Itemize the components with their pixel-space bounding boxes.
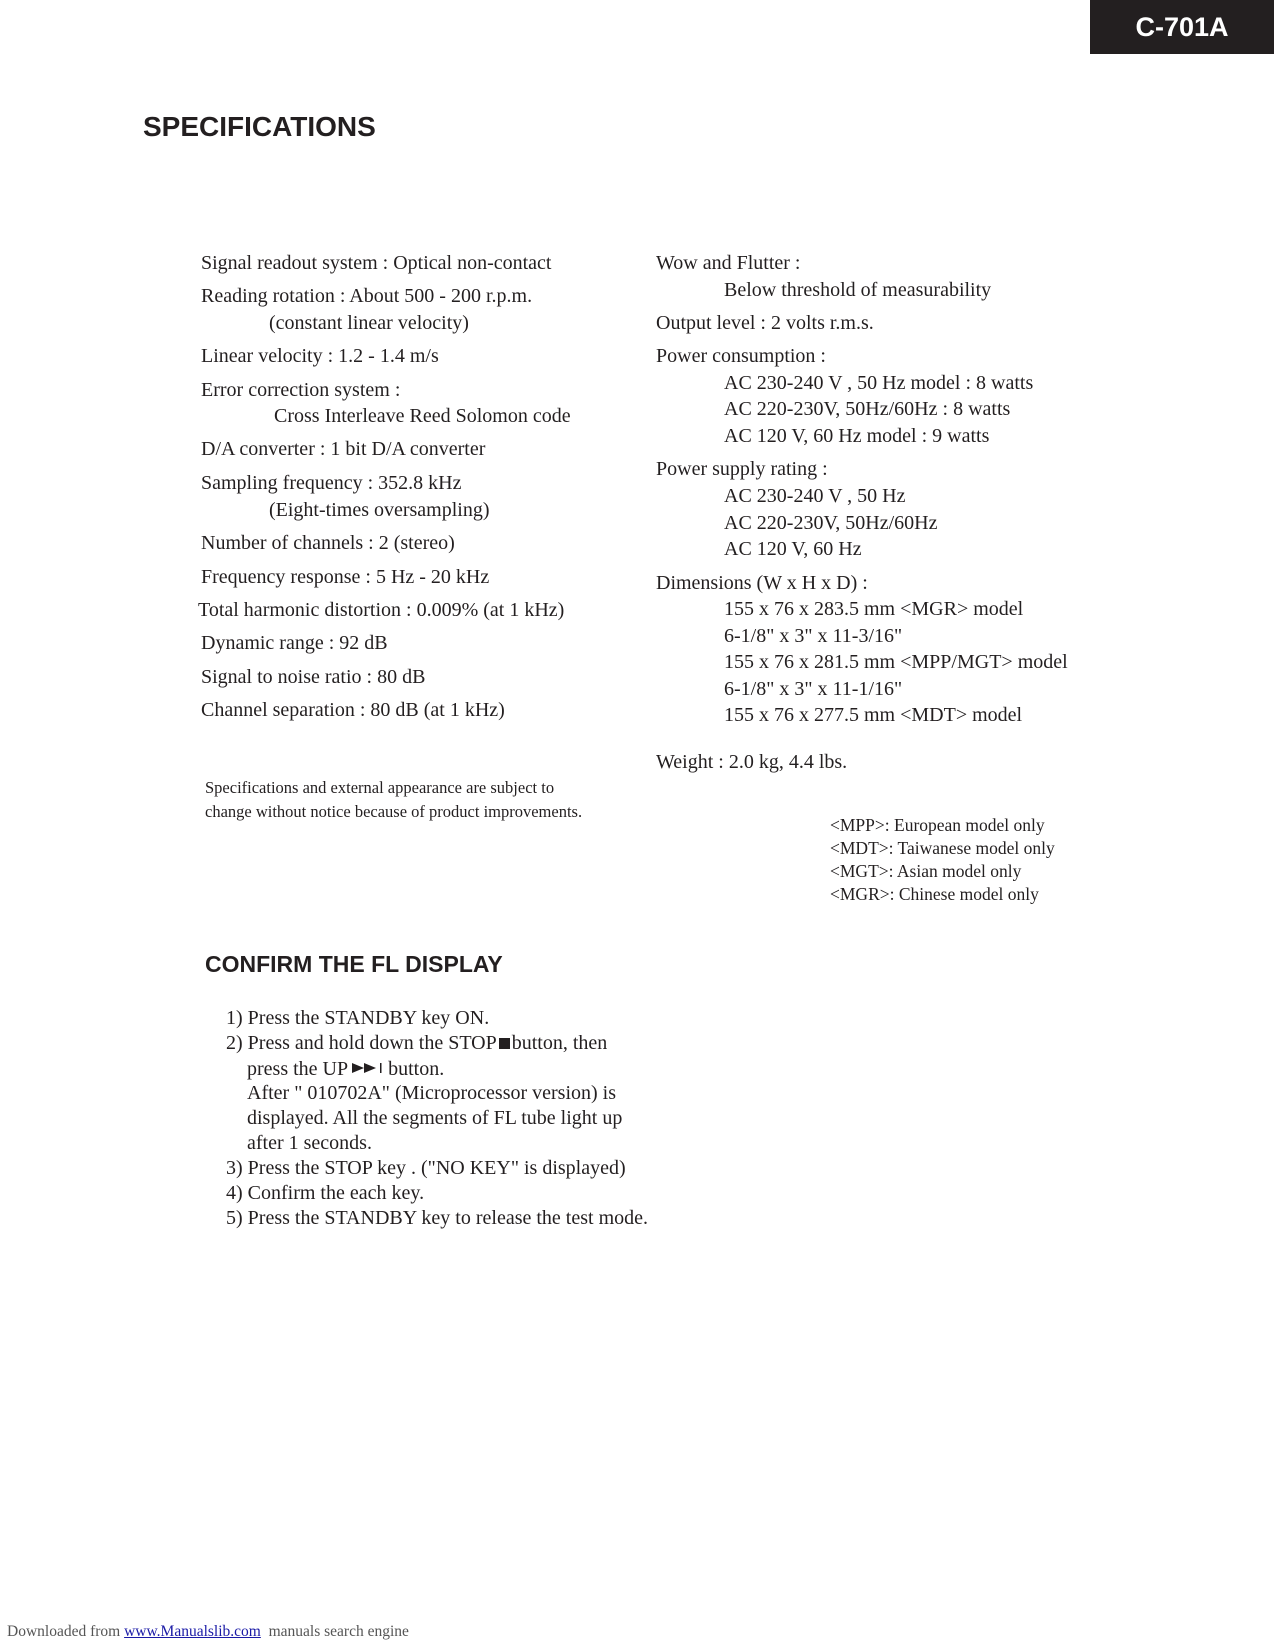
next-track-icon bbox=[352, 1056, 384, 1081]
spec-power-consumption-220: AC 220-230V, 50Hz/60Hz : 8 watts bbox=[724, 398, 1011, 420]
spec-dimensions-mpp-mgt-inch: 6-1/8" x 3" x 11-1/16" bbox=[724, 678, 903, 700]
step-3: 3) Press the STOP key . ("NO KEY" is displayed) bbox=[226, 1157, 626, 1179]
spec-reading-rotation: Reading rotation : About 500 - 200 r.p.m. bbox=[201, 285, 533, 307]
footer-prefix: Downloaded from bbox=[7, 1623, 121, 1640]
spec-power-consumption-120: AC 120 V, 60 Hz model : 9 watts bbox=[724, 425, 990, 447]
step-2-line-4: displayed. All the segments of FL tube light up bbox=[247, 1107, 623, 1129]
step-1: 1) Press the STANDBY key ON. bbox=[226, 1007, 490, 1029]
model-note: <MPP>: European model only bbox=[830, 815, 1045, 835]
step-2-text-cont: button, then bbox=[511, 1032, 608, 1054]
spec-snr: Signal to noise ratio : 80 dB bbox=[201, 666, 426, 688]
spec-da-converter: D/A converter : 1 bit D/A converter bbox=[201, 438, 486, 460]
step-2-up-text: press the UP bbox=[247, 1058, 349, 1080]
step-2-line-5: after 1 seconds. bbox=[247, 1132, 372, 1154]
step-2-line-2 bbox=[247, 1056, 444, 1082]
spec-wow-flutter: Wow and Flutter : bbox=[656, 252, 801, 274]
footer-suffix: manuals search engine bbox=[268, 1623, 409, 1640]
spec-thd: Total harmonic distortion : 0.009% (at 1 kHz) bbox=[198, 599, 565, 621]
spec-weight: Weight : 2.0 kg, 4.4 lbs. bbox=[656, 751, 848, 773]
manualslib-link[interactable]: www.Manualslib.com bbox=[124, 1623, 261, 1640]
notice-line: change without notice because of product improvements. bbox=[205, 802, 583, 821]
spec-power-consumption: Power consumption : bbox=[656, 345, 826, 367]
step-2-up-text-cont: button. bbox=[388, 1058, 445, 1080]
fl-display-title: CONFIRM THE FL DISPLAY bbox=[205, 951, 503, 977]
model-badge bbox=[1090, 0, 1274, 54]
spec-dimensions-mgr-inch: 6-1/8" x 3" x 11-3/16" bbox=[724, 625, 903, 647]
model-note: <MDT>: Taiwanese model only bbox=[830, 838, 1055, 858]
step-2-line-3: After " 010702A" (Microprocessor version) is bbox=[247, 1082, 617, 1104]
spec-sampling-note: (Eight-times oversampling) bbox=[269, 499, 490, 521]
stop-icon bbox=[499, 1038, 510, 1049]
model-note: <MGT>: Asian model only bbox=[830, 861, 1022, 881]
spec-dimensions: Dimensions (W x H x D) : bbox=[656, 572, 868, 594]
spec-wow-flutter-value: Below threshold of measurability bbox=[724, 279, 992, 301]
step-2 bbox=[226, 1031, 607, 1056]
step-4: 4) Confirm the each key. bbox=[226, 1182, 425, 1204]
footer bbox=[7, 1623, 409, 1641]
spec-error-correction: Error correction system : bbox=[201, 379, 401, 401]
model-number: C-701A bbox=[1135, 11, 1229, 42]
spec-signal-readout: Signal readout system : Optical non-contact bbox=[201, 252, 552, 274]
spec-channel-separation: Channel separation : 80 dB (at 1 kHz) bbox=[201, 699, 505, 721]
step-5: 5) Press the STANDBY key to release the test mode. bbox=[226, 1207, 649, 1229]
spec-frequency-response: Frequency response : 5 Hz - 20 kHz bbox=[201, 566, 490, 588]
spec-power-supply-220: AC 220-230V, 50Hz/60Hz bbox=[724, 512, 938, 534]
spec-error-correction-value: Cross Interleave Reed Solomon code bbox=[274, 405, 571, 427]
specifications-title: SPECIFICATIONS bbox=[143, 111, 376, 142]
spec-dimensions-mdt: 155 x 76 x 277.5 mm <MDT> model bbox=[724, 704, 1023, 726]
spec-power-supply-120: AC 120 V, 60 Hz bbox=[724, 538, 862, 560]
step-2-text: 2) Press and hold down the STOP bbox=[226, 1032, 497, 1054]
spec-output-level: Output level : 2 volts r.m.s. bbox=[656, 312, 874, 334]
spec-dimensions-mpp-mgt: 155 x 76 x 281.5 mm <MPP/MGT> model bbox=[724, 651, 1068, 673]
model-note: <MGR>: Chinese model only bbox=[830, 884, 1039, 904]
spec-linear-velocity: Linear velocity : 1.2 - 1.4 m/s bbox=[201, 345, 439, 367]
spec-power-supply: Power supply rating : bbox=[656, 458, 828, 480]
spec-dimensions-mgr: 155 x 76 x 283.5 mm <MGR> model bbox=[724, 598, 1024, 620]
spec-channels: Number of channels : 2 (stereo) bbox=[201, 532, 455, 554]
spec-sampling-frequency: Sampling frequency : 352.8 kHz bbox=[201, 472, 462, 494]
spec-reading-rotation-note: (constant linear velocity) bbox=[269, 312, 469, 334]
notice-line: Specifications and external appearance are subject to bbox=[205, 778, 555, 797]
spec-power-consumption-230: AC 230-240 V , 50 Hz model : 8 watts bbox=[724, 372, 1034, 394]
spec-dynamic-range: Dynamic range : 92 dB bbox=[201, 632, 388, 654]
spec-power-supply-230: AC 230-240 V , 50 Hz bbox=[724, 485, 906, 507]
